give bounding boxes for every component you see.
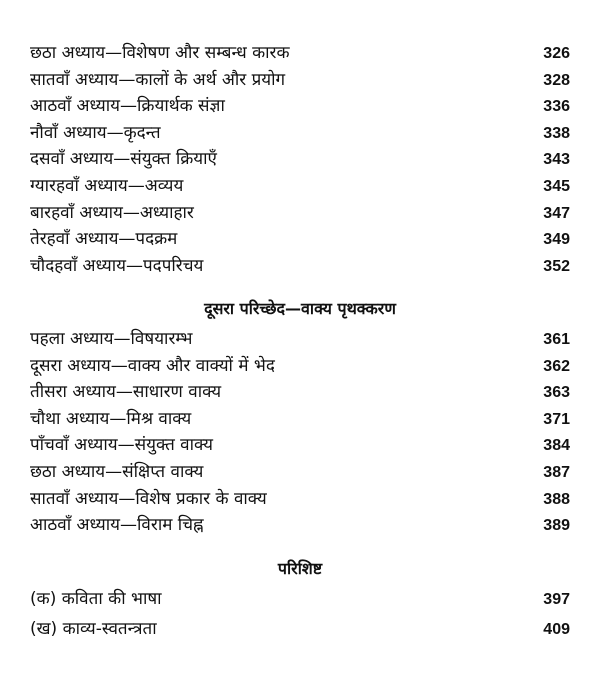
toc-entry [30, 512, 570, 539]
toc-entry [30, 67, 570, 94]
appendix-heading: परिशिष्ट [277, 559, 323, 578]
toc-entry-title: नौवाँ अध्याय—कृदन्त [30, 122, 161, 143]
toc-entry-title: चौथा अध्याय—मिश्र वाक्य [30, 408, 192, 429]
toc-entry-page: 363 [543, 384, 570, 402]
toc-entry [30, 40, 570, 67]
toc-entry-page: 343 [543, 151, 570, 169]
toc-entry-page: 326 [543, 45, 570, 62]
toc-entry-title: दूसरा अध्याय—वाक्य और वाक्यों में भेद [30, 355, 275, 376]
toc-entry [30, 432, 570, 459]
toc-entry-title: तीसरा अध्याय—साधारण वाक्य [30, 382, 222, 403]
toc-entry [30, 93, 570, 120]
toc-entry-title: (क) कविता की भाषा [30, 589, 162, 609]
toc-entry-title: आठवाँ अध्याय—विराम चिह्न [30, 515, 204, 536]
toc-entry [30, 379, 570, 406]
toc-entry-page: 347 [543, 204, 570, 222]
toc-entry-title: (ख) काव्य-स्वतन्त्रता [30, 619, 157, 639]
toc-entry-page: 362 [543, 357, 570, 375]
toc-entry-title: पहला अध्याय—विषयारम्भ [30, 329, 193, 349]
toc-entry-page: 352 [543, 257, 570, 275]
toc-entry-title: चौदहवाँ अध्याय—पदपरिचय [30, 255, 204, 276]
toc-entry [30, 486, 570, 513]
toc-entry [30, 226, 570, 253]
toc-entry [30, 614, 570, 644]
toc-entry-title: तेरहवाँ अध्याय—पदक्रम [30, 229, 178, 250]
toc-entry-page: 328 [543, 71, 570, 89]
toc-section-1 [30, 40, 570, 279]
toc-entry [30, 146, 570, 173]
toc-entry-title: छठा अध्याय—संक्षिप्त वाक्य [30, 461, 204, 482]
toc-entry [30, 406, 570, 433]
toc-section-2 [30, 326, 570, 539]
toc-entry-page: 387 [543, 463, 570, 481]
toc-entry-title: पाँचवाँ अध्याय—संयुक्त वाक्य [30, 435, 213, 456]
toc-entry-title: दसवाँ अध्याय—संयुक्त क्रियाएँ [30, 149, 217, 170]
toc-entry-page: 388 [543, 490, 570, 508]
toc-entry [30, 173, 570, 200]
toc-entry [30, 353, 570, 380]
toc-entry-title: छठा अध्याय—विशेषण और सम्बन्ध कारक [30, 43, 290, 63]
toc-entry [30, 584, 570, 614]
toc-entry-page: 409 [543, 621, 570, 638]
toc-entry-page: 371 [543, 410, 570, 428]
toc-entry [30, 459, 570, 486]
toc-entry-page: 338 [543, 124, 570, 142]
toc-entry-title: बारहवाँ अध्याय—अध्याहार [30, 202, 194, 223]
toc-entry-title: सातवाँ अध्याय—विशेष प्रकार के वाक्य [30, 488, 267, 509]
toc-entry-title: सातवाँ अध्याय—कालों के अर्थ और प्रयोग [30, 69, 286, 90]
toc-entry-title: आठवाँ अध्याय—क्रियार्थक संज्ञा [30, 96, 225, 117]
toc-entry [30, 326, 570, 353]
toc-appendix [30, 584, 570, 644]
toc-entry-page: 336 [543, 98, 570, 116]
toc-entry [30, 200, 570, 227]
toc-entry-page: 345 [543, 177, 570, 195]
toc-entry [30, 120, 570, 147]
toc-entry-page: 361 [543, 331, 570, 348]
toc-entry-page: 349 [543, 231, 570, 249]
toc-entry-page: 384 [543, 437, 570, 455]
section-heading: दूसरा परिच्छेद—वाक्य पृथक्करण [204, 299, 396, 318]
toc-entry [30, 253, 570, 280]
toc-entry-title: ग्यारहवाँ अध्याय—अव्यय [30, 175, 184, 196]
toc-entry-page: 389 [543, 517, 570, 535]
toc-entry-page: 397 [543, 591, 570, 608]
